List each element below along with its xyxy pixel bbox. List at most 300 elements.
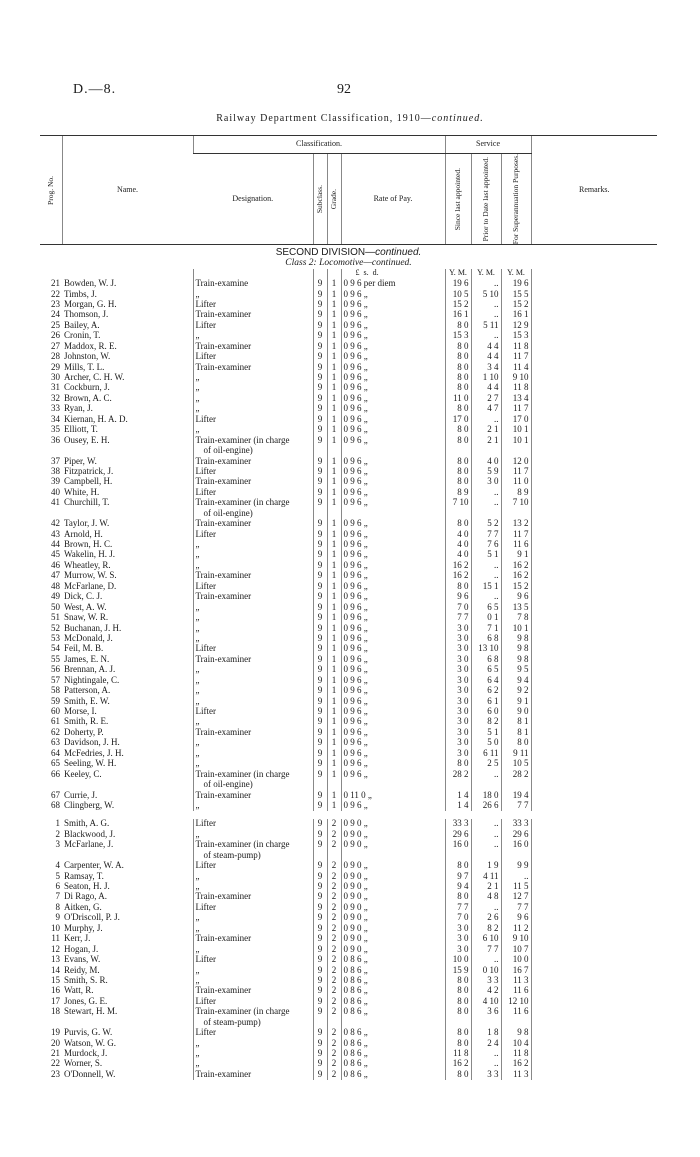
table-row [40, 436, 657, 446]
service-since-appointed-cell: 33 3 [445, 819, 471, 829]
name-cell: Clingberg, W. [64, 800, 115, 810]
subclass-cell: 9 [313, 519, 327, 529]
designation-cell: „ [193, 1049, 313, 1059]
prog-no-cell: 62 [51, 727, 60, 737]
table-row [40, 707, 657, 717]
table-row [40, 634, 657, 644]
service-prior-cell: 5 0 [471, 738, 501, 748]
service-since-appointed-cell: 3 0 [445, 738, 471, 748]
rate-of-pay-cell: 0 9 6 „ [341, 540, 445, 550]
table-row [40, 457, 657, 467]
designation-cell: „ [193, 550, 313, 560]
service-superannuation-cell: 13 4 [501, 394, 531, 404]
prog-no-cell: 44 [51, 540, 60, 550]
service-since-appointed-cell: 15 2 [445, 300, 471, 310]
rate-of-pay-cell: 0 9 6 „ [341, 634, 445, 644]
service-superannuation-cell: 10 7 [501, 945, 531, 955]
page-number: 92 [337, 82, 351, 97]
grade-cell: 1 [327, 592, 341, 602]
table-row [40, 488, 657, 498]
service-superannuation-cell: 7 7 [501, 903, 531, 913]
service-since-appointed-cell: 8 9 [445, 488, 471, 498]
name-cell: Ramsay, T. [64, 871, 104, 881]
remarks-cell [531, 603, 657, 613]
rate-of-pay-cell: 0 9 6 „ [341, 550, 445, 560]
prog-no-cell: 47 [51, 571, 60, 581]
rate-of-pay-cell: 0 9 6 „ [341, 363, 445, 373]
service-superannuation-cell: 8 1 [501, 717, 531, 727]
designation-cell: „ [193, 830, 313, 840]
grade-cell: 1 [327, 540, 341, 550]
prog-no-cell: 24 [51, 310, 60, 320]
remarks-cell [531, 404, 657, 414]
service-since-appointed-cell: 3 0 [445, 728, 471, 738]
prog-no-cell: 61 [51, 717, 60, 727]
prog-no-cell: 55 [51, 654, 60, 664]
grade-cell: 1 [327, 310, 341, 320]
service-prior-cell: .. [471, 300, 501, 310]
subclass-cell: 9 [313, 749, 327, 759]
prog-no-cell: 64 [51, 748, 60, 758]
rate-of-pay-cell: 0 9 6 „ [341, 394, 445, 404]
remarks-cell [531, 665, 657, 675]
subclass-cell: 9 [313, 791, 327, 801]
subclass-cell: 9 [313, 882, 327, 892]
remarks-cell [531, 738, 657, 748]
remarks-cell [531, 571, 657, 581]
service-prior-cell: 2 7 [471, 394, 501, 404]
grade-cell: 1 [327, 415, 341, 425]
service-prior-cell: .. [471, 331, 501, 341]
subclass-cell: 9 [313, 686, 327, 696]
table-row [40, 644, 657, 654]
subclass-cell: 9 [313, 394, 327, 404]
name-cell: Bowden, W. J. [64, 279, 117, 289]
prog-no-cell: 37 [51, 456, 60, 466]
prog-no-cell: 68 [51, 800, 60, 810]
table-row [40, 903, 657, 913]
rate-of-pay-cell: 0 9 6 „ [341, 383, 445, 393]
subclass-cell: 9 [313, 1007, 327, 1017]
prog-no-cell: 56 [51, 665, 60, 675]
subclass-cell: 9 [313, 892, 327, 902]
service-superannuation-cell: 11 0 [501, 477, 531, 487]
subclass-cell: 9 [313, 488, 327, 498]
prog-no-cell: 36 [51, 435, 60, 445]
service-superannuation-cell: 9 9 [501, 861, 531, 871]
rate-of-pay-cell: 0 9 6 „ [341, 770, 445, 780]
subclass-cell: 9 [313, 613, 327, 623]
designation-continued: of oil-engine) [193, 509, 313, 519]
designation-cell: „ [193, 759, 313, 769]
prog-no-cell: 51 [51, 613, 60, 623]
service-since-appointed-cell: 7 7 [445, 903, 471, 913]
subclass-cell: 9 [313, 415, 327, 425]
grade-cell: 1 [327, 352, 341, 362]
rate-of-pay-cell: 0 9 6 „ [341, 738, 445, 748]
prog-no-cell: 57 [51, 675, 60, 685]
table-row [40, 976, 657, 986]
table-row [40, 882, 657, 892]
designation-cell: Lifter [193, 997, 313, 1007]
remarks-cell [531, 477, 657, 487]
subclass-cell: 9 [313, 1039, 327, 1049]
subclass-cell: 9 [313, 425, 327, 435]
service-prior-cell: 6 11 [471, 749, 501, 759]
service-prior-cell: 4 4 [471, 383, 501, 393]
grade-cell: 1 [327, 770, 341, 780]
name-cell: Stewart, H. M. [64, 1007, 118, 1017]
name-cell: Carpenter, W. A. [64, 861, 124, 871]
rate-of-pay-cell: 0 9 6 „ [341, 310, 445, 320]
name-cell: Worner, S. [64, 1059, 103, 1069]
table-caption: Railway Department Classification, 1910—continued. [216, 113, 484, 124]
remarks-cell [531, 791, 657, 801]
remarks-cell [531, 697, 657, 707]
service-superannuation-cell: 11 3 [501, 976, 531, 986]
service-since-appointed-cell: 3 0 [445, 749, 471, 759]
name-cell: Murphy, J. [64, 923, 103, 933]
service-superannuation-cell: 12 10 [501, 997, 531, 1007]
grade-cell: 1 [327, 707, 341, 717]
table-row [40, 404, 657, 414]
remarks-cell [531, 498, 657, 508]
prog-no-cell: 32 [51, 393, 60, 403]
prog-no-cell: 12 [51, 944, 60, 954]
service-superannuation-cell: 19 4 [501, 791, 531, 801]
grade-cell: 1 [327, 436, 341, 446]
designation-cell: Train-examiner [193, 934, 313, 944]
remarks-cell [531, 457, 657, 467]
name-cell: Wakelin, H. J. [64, 550, 116, 560]
service-superannuation-cell: 11 7 [501, 530, 531, 540]
designation-cell: „ [193, 966, 313, 976]
designation-continued: of oil-engine) [193, 446, 313, 456]
name-cell: Smith, A. G. [64, 819, 110, 829]
service-prior-cell: 2 5 [471, 759, 501, 769]
service-superannuation-cell: 11 6 [501, 1007, 531, 1017]
grade-cell: 2 [327, 861, 341, 871]
grade-cell: 1 [327, 697, 341, 707]
name-cell: White, H. [64, 487, 100, 497]
service-since-appointed-cell: 8 0 [445, 321, 471, 331]
remarks-cell [531, 830, 657, 840]
table-row [40, 840, 657, 850]
service-since-appointed-cell: 8 0 [445, 404, 471, 414]
designation-cell: „ [193, 613, 313, 623]
remarks-cell [531, 279, 657, 289]
continuation-row [40, 851, 657, 861]
service-superannuation-cell: 10 1 [501, 425, 531, 435]
service-superannuation-cell: 15 3 [501, 331, 531, 341]
service-since-appointed-cell: 10 0 [445, 955, 471, 965]
table-row [40, 791, 657, 801]
table-row [40, 363, 657, 373]
grade-cell: 2 [327, 986, 341, 996]
service-superannuation-cell: 16 2 [501, 571, 531, 581]
grade-cell: 1 [327, 728, 341, 738]
name-cell: O'Donnell, W. [64, 1069, 116, 1079]
rate-of-pay-cell: 0 9 6 „ [341, 571, 445, 581]
rate-of-pay-cell: 0 8 6 „ [341, 1028, 445, 1038]
name-cell: Patterson, A. [64, 686, 111, 696]
remarks-cell [531, 519, 657, 529]
rate-of-pay-cell: 0 9 6 „ [341, 415, 445, 425]
table-row [40, 613, 657, 623]
subclass-cell: 9 [313, 728, 327, 738]
prog-no-cell: 52 [51, 623, 60, 633]
service-since-appointed-cell: 1 4 [445, 791, 471, 801]
designation-cell: Lifter [193, 819, 313, 829]
remarks-cell [531, 872, 657, 882]
service-prior-cell: 18 0 [471, 791, 501, 801]
name-cell: Di Rago, A. [64, 892, 108, 902]
designation-cell: Lifter [193, 488, 313, 498]
rate-of-pay-cell: 0 9 6 „ [341, 300, 445, 310]
subclass-cell: 9 [313, 603, 327, 613]
table-row [40, 467, 657, 477]
service-prior-cell: .. [471, 561, 501, 571]
prog-no-cell: 53 [51, 633, 60, 643]
name-cell: Hogan, J. [64, 944, 99, 954]
service-prior-cell: 5 11 [471, 321, 501, 331]
rate-of-pay-cell: 0 8 6 „ [341, 1059, 445, 1069]
classification-table [40, 135, 657, 1080]
col-subclass: Subclass. [313, 154, 327, 245]
table-row [40, 665, 657, 675]
prog-no-cell: 19 [51, 1028, 60, 1038]
designation-cell: „ [193, 676, 313, 686]
rate-of-pay-cell: 0 9 6 „ [341, 686, 445, 696]
name-cell: Wheatley, R. [64, 560, 111, 570]
service-prior-cell: 2 6 [471, 913, 501, 923]
remarks-cell [531, 955, 657, 965]
rate-of-pay-cell: 0 9 0 „ [341, 840, 445, 850]
service-superannuation-cell: 13 2 [501, 519, 531, 529]
prog-no-cell: 10 [51, 923, 60, 933]
prog-no-cell: 17 [51, 996, 60, 1006]
rate-of-pay-cell: 0 9 0 „ [341, 830, 445, 840]
table-row [40, 717, 657, 727]
remarks-cell [531, 321, 657, 331]
service-prior-cell: 6 2 [471, 686, 501, 696]
service-prior-cell: 5 10 [471, 290, 501, 300]
col-grade: Grade. [327, 154, 341, 245]
grade-cell: 1 [327, 488, 341, 498]
spacer-row [40, 811, 657, 819]
subclass-cell: 9 [313, 477, 327, 487]
service-since-appointed-cell: 8 0 [445, 457, 471, 467]
service-superannuation-cell: 9 5 [501, 665, 531, 675]
grade-cell: 1 [327, 603, 341, 613]
grade-cell: 1 [327, 404, 341, 414]
subclass-cell: 9 [313, 624, 327, 634]
service-since-appointed-cell: 8 0 [445, 1028, 471, 1038]
name-cell: Purvis, G. W. [64, 1028, 113, 1038]
name-cell: Kiernan, H. A. D. [64, 414, 128, 424]
service-superannuation-cell: 7 8 [501, 613, 531, 623]
grade-cell: 2 [327, 819, 341, 829]
units-row: £ s. d. Y. M. Y. M. Y. M. [40, 269, 657, 279]
service-prior-cell: 4 8 [471, 892, 501, 902]
service-superannuation-cell: 11 4 [501, 363, 531, 373]
service-superannuation-cell: 9 8 [501, 1028, 531, 1038]
subclass-cell: 9 [313, 976, 327, 986]
service-prior-cell: .. [471, 571, 501, 581]
service-prior-cell: .. [471, 592, 501, 602]
rate-of-pay-cell: 0 9 6 „ [341, 352, 445, 362]
grade-cell: 2 [327, 830, 341, 840]
name-cell: Murrow, W. S. [64, 571, 117, 581]
remarks-cell [531, 1039, 657, 1049]
grade-cell: 2 [327, 1059, 341, 1069]
service-superannuation-cell: 16 1 [501, 310, 531, 320]
table-row [40, 582, 657, 592]
rate-of-pay-cell: 0 9 6 „ [341, 749, 445, 759]
prog-no-cell: 3 [55, 840, 60, 850]
table-row [40, 728, 657, 738]
grade-cell: 1 [327, 644, 341, 654]
name-cell: Mills, T. L. [64, 362, 105, 372]
designation-cell: „ [193, 665, 313, 675]
name-cell: Reidy, M. [64, 965, 100, 975]
grade-cell: 1 [327, 373, 341, 383]
designation-cell: Lifter [193, 955, 313, 965]
name-cell: Smith, R. E. [64, 717, 109, 727]
prog-no-cell: 41 [51, 498, 60, 508]
prog-no-cell: 63 [51, 738, 60, 748]
designation-cell: Train-examiner [193, 477, 313, 487]
service-prior-cell: 0 1 [471, 613, 501, 623]
remarks-cell [531, 331, 657, 341]
service-prior-cell: 7 7 [471, 945, 501, 955]
rate-of-pay-cell: 0 9 6 „ [341, 342, 445, 352]
service-prior-cell: 3 4 [471, 363, 501, 373]
name-cell: Buchanan, J. H. [64, 623, 122, 633]
rate-of-pay-cell: 0 9 6 „ [341, 624, 445, 634]
service-superannuation-cell: 11 6 [501, 986, 531, 996]
service-prior-cell: 4 0 [471, 457, 501, 467]
service-superannuation-cell: 9 1 [501, 550, 531, 560]
remarks-cell [531, 1028, 657, 1038]
prog-no-cell: 50 [51, 602, 60, 612]
table-row [40, 477, 657, 487]
subclass-cell: 9 [313, 945, 327, 955]
table-row [40, 373, 657, 383]
remarks-cell [531, 892, 657, 902]
table-row [40, 352, 657, 362]
rate-of-pay-cell: 0 9 6 „ [341, 457, 445, 467]
remarks-cell [531, 903, 657, 913]
service-since-appointed-cell: 9 4 [445, 882, 471, 892]
prog-no-cell: 2 [55, 829, 60, 839]
service-superannuation-cell: 8 9 [501, 488, 531, 498]
remarks-cell [531, 686, 657, 696]
name-cell: Currie, J. [64, 790, 98, 800]
service-superannuation-cell: 16 2 [501, 1059, 531, 1069]
remarks-cell [531, 676, 657, 686]
prog-no-cell: 65 [51, 759, 60, 769]
name-cell: McDonald, J. [64, 633, 113, 643]
designation-cell: Train-examiner [193, 519, 313, 529]
service-superannuation-cell: 9 6 [501, 592, 531, 602]
remarks-cell [531, 310, 657, 320]
service-since-appointed-cell: 15 9 [445, 966, 471, 976]
rate-of-pay-cell: 0 9 6 „ [341, 404, 445, 414]
rate-of-pay-cell: 0 9 0 „ [341, 819, 445, 829]
subclass-cell: 9 [313, 550, 327, 560]
service-since-appointed-cell: 8 0 [445, 352, 471, 362]
name-cell: Morgan, G. H. [64, 299, 117, 309]
rate-of-pay-cell: 0 9 6 „ [341, 425, 445, 435]
name-cell: Cronin, T. [64, 331, 101, 341]
designation-cell: Train-examiner [193, 592, 313, 602]
prog-no-cell: 13 [51, 955, 60, 965]
col-designation: Designation. [193, 154, 313, 245]
service-since-appointed-cell: 7 0 [445, 913, 471, 923]
subclass-cell: 9 [313, 592, 327, 602]
service-since-appointed-cell: 8 0 [445, 997, 471, 1007]
subclass-cell: 9 [313, 655, 327, 665]
service-prior-cell: .. [471, 415, 501, 425]
name-cell: Aitken, G. [64, 902, 102, 912]
service-superannuation-cell: 15 5 [501, 290, 531, 300]
service-prior-cell: 5 9 [471, 467, 501, 477]
subclass-cell: 9 [313, 530, 327, 540]
prog-no-cell: 38 [51, 466, 60, 476]
rate-of-pay-cell: 0 8 6 „ [341, 986, 445, 996]
service-prior-cell: 8 2 [471, 924, 501, 934]
rate-of-pay-cell: 0 9 6 „ [341, 519, 445, 529]
subclass-cell: 9 [313, 540, 327, 550]
designation-cell: Train-examiner [193, 1070, 313, 1080]
designation-cell: „ [193, 697, 313, 707]
subclass-cell: 9 [313, 300, 327, 310]
designation-cell: „ [193, 425, 313, 435]
subclass-cell: 9 [313, 955, 327, 965]
designation-cell: Lifter [193, 707, 313, 717]
service-superannuation-cell: 9 8 [501, 655, 531, 665]
col-classification: Classification. [193, 136, 445, 154]
grade-cell: 2 [327, 1039, 341, 1049]
subclass-cell: 9 [313, 644, 327, 654]
prog-no-cell: 1 [55, 819, 60, 829]
service-since-appointed-cell: 8 0 [445, 986, 471, 996]
table-row [40, 383, 657, 393]
service-since-appointed-cell: 3 0 [445, 624, 471, 634]
subclass-cell: 9 [313, 819, 327, 829]
document-reference: D.—8. [73, 82, 117, 97]
grade-cell: 1 [327, 383, 341, 393]
service-superannuation-cell: 11 7 [501, 467, 531, 477]
rate-of-pay-cell: 0 9 6 „ [341, 676, 445, 686]
grade-cell: 1 [327, 342, 341, 352]
grade-cell: 1 [327, 749, 341, 759]
service-prior-cell: 5 2 [471, 519, 501, 529]
designation-cell: Train-examiner [193, 342, 313, 352]
service-superannuation-cell: 9 8 [501, 634, 531, 644]
designation-cell: Lifter [193, 321, 313, 331]
service-superannuation-cell: 15 2 [501, 582, 531, 592]
grade-cell: 1 [327, 759, 341, 769]
rate-of-pay-cell: 0 9 6 „ [341, 582, 445, 592]
rate-of-pay-cell: 0 8 6 „ [341, 1007, 445, 1017]
rate-of-pay-cell: 0 9 6 „ [341, 498, 445, 508]
designation-cell: Lifter [193, 530, 313, 540]
grade-cell: 2 [327, 945, 341, 955]
designation-cell: „ [193, 404, 313, 414]
service-prior-cell: 4 7 [471, 404, 501, 414]
